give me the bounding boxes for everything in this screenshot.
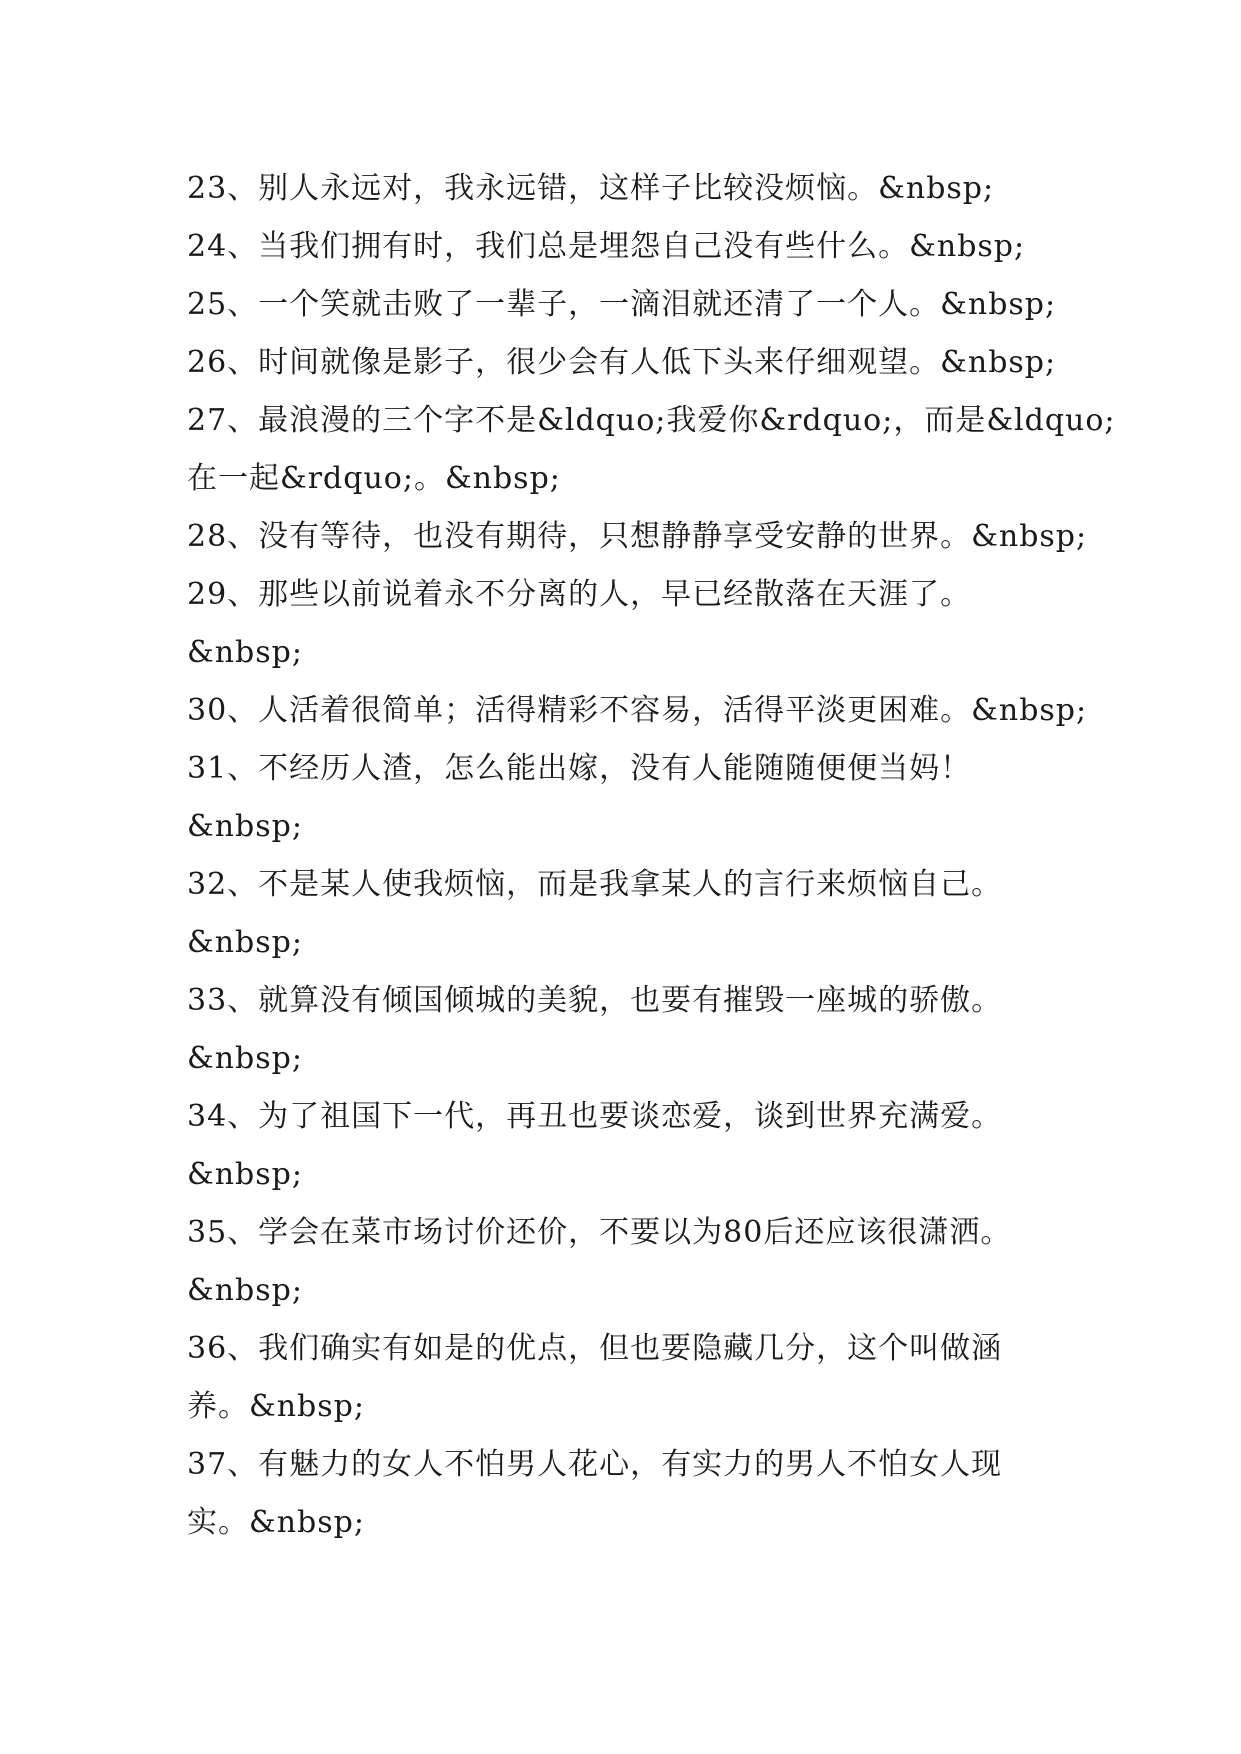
text-line: &nbsp; (187, 809, 303, 844)
text-line: &nbsp; (187, 1157, 303, 1192)
text-line: &nbsp; (187, 635, 303, 670)
text-line: 29、那些以前说着永不分离的人，早已经散落在天涯了。 (187, 577, 972, 612)
text-line: 35、学会在菜市场讨价还价，不要以为80后还应该很潇洒。 (187, 1215, 1012, 1250)
text-line: 28、没有等待，也没有期待，只想静静享受安静的世界。&nbsp; (187, 519, 1088, 554)
text-line: 36、我们确实有如是的优点，但也要隐藏几分，这个叫做涵 (187, 1331, 1003, 1366)
text-line: 在一起&rdquo;。&nbsp; (187, 461, 561, 496)
text-line: 32、不是某人使我烦恼，而是我拿某人的言行来烦恼自己。 (187, 867, 1003, 902)
text-line: 37、有魅力的女人不怕男人花心，有实力的男人不怕女人现 (187, 1447, 1003, 1482)
document-body (187, 160, 1116, 1552)
text-line: &nbsp; (187, 1041, 303, 1076)
text-line: 33、就算没有倾国倾城的美貌，也要有摧毁一座城的骄傲。 (187, 983, 1003, 1018)
text-line: 34、为了祖国下一代，再丑也要谈恋爱，谈到世界充满爱。 (187, 1099, 1003, 1134)
text-line: &nbsp; (187, 925, 303, 960)
text-line: 30、人活着很简单；活得精彩不容易，活得平淡更困难。&nbsp; (187, 693, 1088, 728)
text-line: 26、时间就像是影子，很少会有人低下头来仔细观望。&nbsp; (187, 345, 1057, 380)
text-line: 23、别人永远对，我永远错，这样子比较没烦恼。&nbsp; (187, 171, 995, 206)
text-line: 养。&nbsp; (187, 1389, 365, 1424)
text-line: 实。&nbsp; (187, 1505, 365, 1540)
text-line: 24、当我们拥有时，我们总是埋怨自己没有些什么。&nbsp; (187, 229, 1026, 264)
text-line: &nbsp; (187, 1273, 303, 1308)
text-line: 25、一个笑就击败了一辈子，一滴泪就还清了一个人。&nbsp; (187, 287, 1057, 322)
text-line: 27、最浪漫的三个字不是&ldquo;我爱你&rdquo;，而是&ldquo; (187, 403, 1116, 438)
text-line: 31、不经历人渣，怎么能出嫁，没有人能随随便便当妈！ (187, 751, 972, 786)
